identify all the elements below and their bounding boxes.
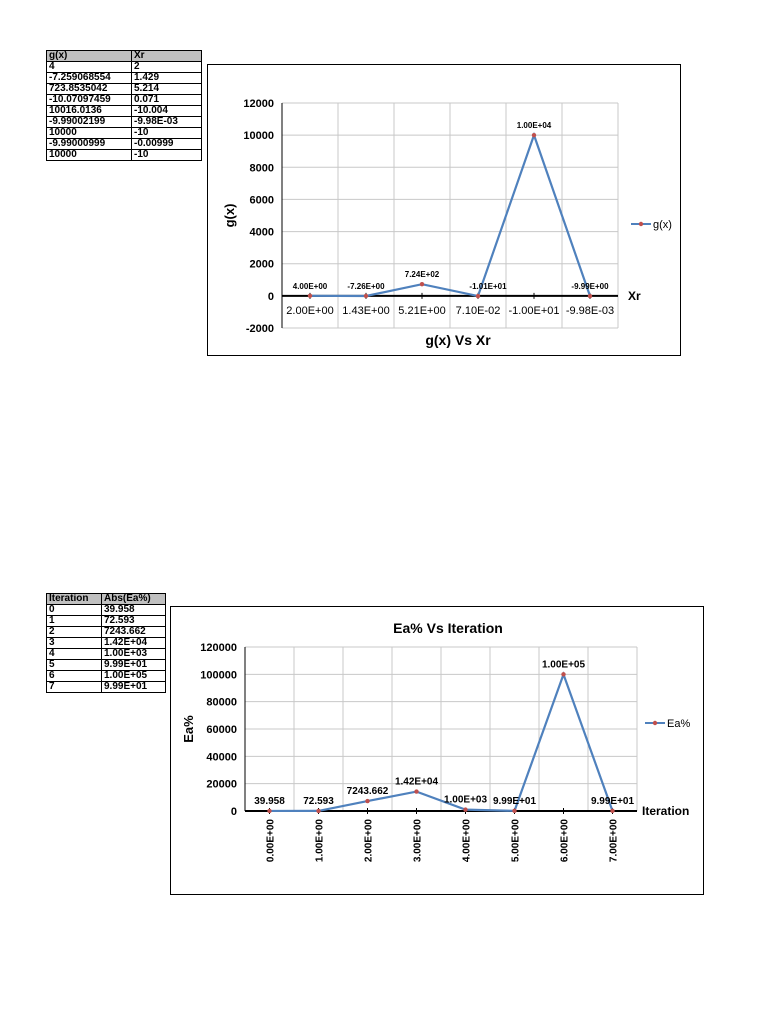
table-cell: -10.07097459 <box>47 95 132 106</box>
gx-vs-xr-chart <box>207 64 681 356</box>
y-tick-label: 40000 <box>206 751 237 764</box>
data-point <box>364 294 368 298</box>
y-tick-label: 120000 <box>200 642 237 654</box>
x-tick-label: 2.00E+00 <box>286 304 334 317</box>
x-tick-label: 5.21E+00 <box>398 304 446 317</box>
table-cell: 2 <box>132 62 202 73</box>
table-cell: 10000 <box>47 150 132 161</box>
table-cell: -10.004 <box>132 106 202 117</box>
table-cell: 9.99E+01 <box>102 682 166 693</box>
y-tick-label: 60000 <box>206 724 237 736</box>
data-label: 7243.662 <box>346 786 389 798</box>
data-label: -1.01E+01 <box>469 282 507 292</box>
y-tick-label: 4000 <box>249 226 274 239</box>
data-label: 1.00E+05 <box>541 659 586 671</box>
x-axis-title: Xr <box>628 288 641 303</box>
x-tick-label: 7.00E+00 <box>608 819 620 863</box>
x-tick-label: -1.00E+01 <box>508 304 560 317</box>
column-header: Iteration <box>47 594 102 605</box>
table-cell: 1 <box>47 616 102 627</box>
table-row <box>47 616 166 627</box>
data-label: 1.00E+03 <box>443 794 488 806</box>
table-cell: -9.98E-03 <box>132 117 202 128</box>
chart-title: Ea% Vs Iteration <box>393 620 503 636</box>
x-tick-label: 0.00E+00 <box>265 819 277 863</box>
table-cell: 723.8535042 <box>47 84 132 95</box>
table-cell: 1.429 <box>132 73 202 84</box>
table-cell: 72.593 <box>102 616 166 627</box>
column-header: g(x) <box>47 51 132 62</box>
table-cell: 1.42E+04 <box>102 638 166 649</box>
ea-iteration-table <box>46 593 166 693</box>
table-row <box>47 682 166 693</box>
table-cell: -9.99000999 <box>47 139 132 150</box>
table-cell: -9.99002199 <box>47 117 132 128</box>
x-tick-label: 1.43E+00 <box>342 304 390 317</box>
data-point <box>420 282 424 286</box>
data-label: 9.99E+01 <box>590 795 635 807</box>
gx-vs-xr-chart-svg <box>208 65 680 355</box>
y-tick-label: 10000 <box>243 130 274 143</box>
table-cell: -0.00999 <box>132 139 202 150</box>
x-tick-label: 6.00E+00 <box>559 819 571 863</box>
data-label: -9.99E+00 <box>571 282 609 292</box>
x-tick-label: 4.00E+00 <box>461 819 473 863</box>
table-cell: 7 <box>47 682 102 693</box>
table-row <box>47 605 166 616</box>
chart-title: g(x) Vs Xr <box>425 332 491 348</box>
y-tick-label: -2000 <box>245 323 274 335</box>
y-tick-label: 2000 <box>249 258 274 271</box>
data-point <box>588 294 592 298</box>
table-row <box>47 649 166 660</box>
table-cell: 2 <box>47 627 102 638</box>
data-label: 1.00E+04 <box>516 121 552 131</box>
data-label: 4.00E+00 <box>292 281 328 291</box>
table-cell: 1.00E+05 <box>102 671 166 682</box>
gx-xr-table <box>46 50 202 161</box>
table-cell: 10000 <box>47 128 132 139</box>
x-tick-label: 3.00E+00 <box>412 819 424 863</box>
table-cell: 3 <box>47 638 102 649</box>
table-row <box>47 117 202 128</box>
x-tick-label: 1.00E+00 <box>314 819 326 863</box>
data-point <box>414 789 418 793</box>
column-header: Abs(Ea%) <box>102 594 166 605</box>
table-row <box>47 627 166 638</box>
table-cell: 1.00E+03 <box>102 649 166 660</box>
data-label: 7.24E+02 <box>404 270 440 280</box>
x-tick-label: 5.00E+00 <box>510 819 522 863</box>
data-point <box>365 799 369 803</box>
x-tick-label: 2.00E+00 <box>363 819 375 863</box>
table-cell: 5 <box>47 660 102 671</box>
data-point <box>316 809 320 813</box>
ea-vs-iteration-chart <box>170 606 704 895</box>
data-label: 9.99E+01 <box>492 795 537 807</box>
data-point <box>463 807 467 811</box>
table-cell: 9.99E+01 <box>102 660 166 671</box>
column-header: Xr <box>132 51 202 62</box>
x-axis-title: Iteration <box>642 804 690 818</box>
y-tick-label: 100000 <box>200 669 237 682</box>
data-point <box>532 133 536 137</box>
table-row <box>47 62 202 73</box>
table-cell: 4 <box>47 649 102 660</box>
table-cell: -7.259068554 <box>47 73 132 84</box>
table-row <box>47 128 202 139</box>
table-row <box>47 671 166 682</box>
y-tick-label: 12000 <box>243 98 274 110</box>
table-row <box>47 73 202 84</box>
y-tick-label: 8000 <box>249 162 274 175</box>
data-point <box>476 294 480 298</box>
table-row <box>47 150 202 161</box>
ea-vs-iteration-chart-svg <box>171 607 703 894</box>
data-label: 1.42E+04 <box>394 776 439 788</box>
table-row <box>47 638 166 649</box>
y-tick-label: 20000 <box>206 778 237 791</box>
x-tick-label: 7.10E-02 <box>455 304 501 317</box>
y-tick-label: 0 <box>267 290 274 303</box>
y-tick-label: 6000 <box>249 194 274 207</box>
data-label: 39.958 <box>254 795 285 807</box>
data-point <box>610 809 614 813</box>
table-header-row <box>47 51 202 62</box>
table-cell: 0.071 <box>132 95 202 106</box>
table-cell: 0 <box>47 605 102 616</box>
table-row <box>47 139 202 150</box>
table-row <box>47 660 166 671</box>
data-label: 72.593 <box>303 795 334 807</box>
data-point <box>267 809 271 813</box>
legend-marker <box>653 721 657 725</box>
y-axis-title: Ea% <box>181 715 196 743</box>
table-cell: 39.958 <box>102 605 166 616</box>
data-point <box>512 809 516 813</box>
y-axis-title: g(x) <box>222 203 237 228</box>
table-cell: -10 <box>132 150 202 161</box>
table-cell: 10016.0136 <box>47 106 132 117</box>
table-cell: 6 <box>47 671 102 682</box>
y-tick-label: 0 <box>230 806 237 818</box>
table-row <box>47 106 202 117</box>
legend-label: g(x) <box>653 219 672 231</box>
table-cell: 4 <box>47 62 132 73</box>
table-row <box>47 95 202 106</box>
data-label: -7.26E+00 <box>347 281 385 291</box>
y-tick-label: 80000 <box>206 696 237 709</box>
table-cell: 7243.662 <box>102 627 166 638</box>
table-header-row <box>47 594 166 605</box>
table-row <box>47 84 202 95</box>
data-point <box>561 672 565 676</box>
data-point <box>308 294 312 298</box>
table-cell: 5.214 <box>132 84 202 95</box>
x-tick-label: -9.98E-03 <box>565 304 615 317</box>
legend-label: Ea% <box>667 718 691 730</box>
legend-marker <box>639 222 643 226</box>
table-cell: -10 <box>132 128 202 139</box>
